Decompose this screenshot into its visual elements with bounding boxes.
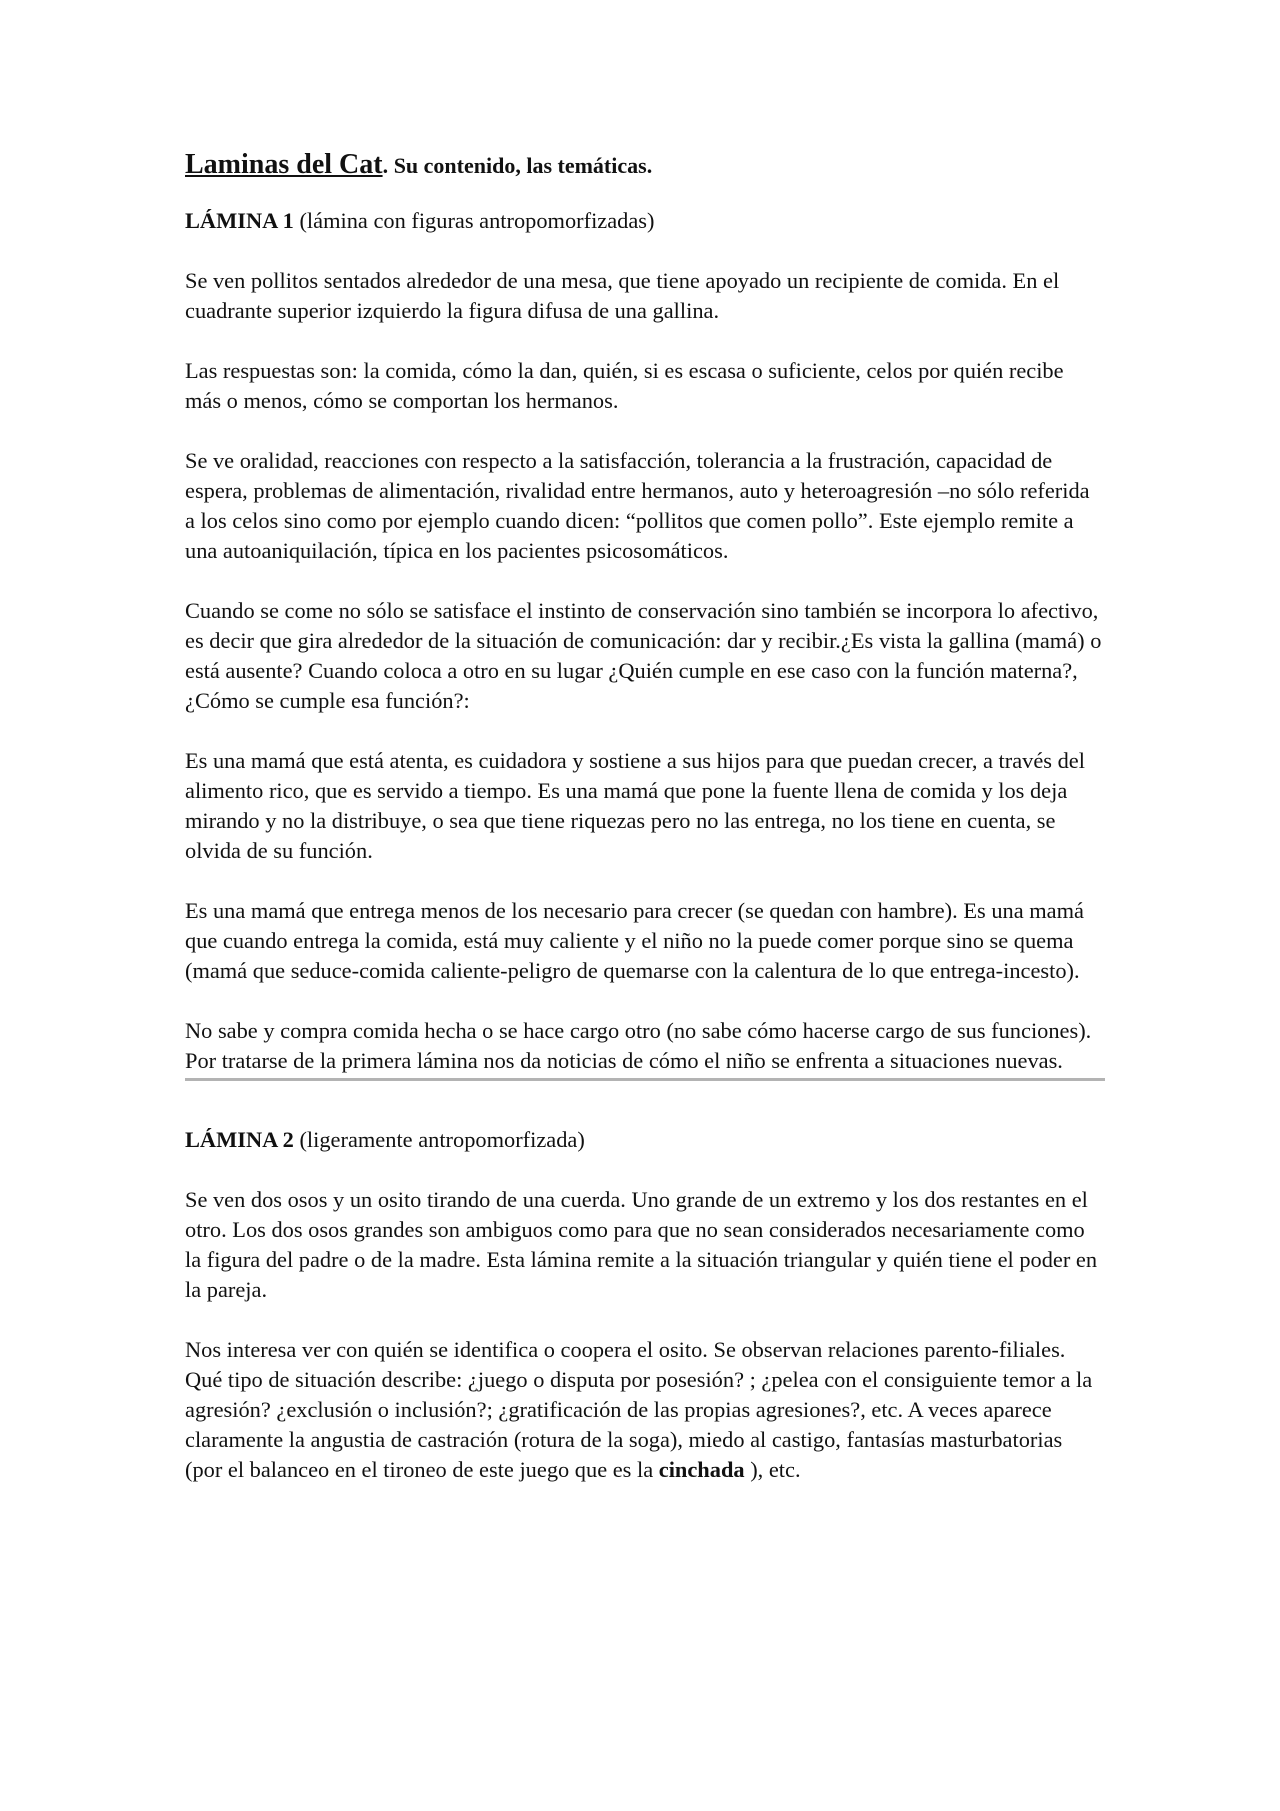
paragraph-text-end: ), etc. (750, 1457, 801, 1482)
heading-description: (lámina con figuras antropomorfizadas) (299, 208, 655, 233)
paragraph: Es una mamá que entrega menos de los necesario para crecer (se quedan con hambre). Es una mamá que cuando entrega la comida, está muy caliente y el niño no la puede comer porque sino se quema (mamá que seduce-comida caliente-peligro de quemarse con la calentura de lo que entrega-incesto). (185, 898, 1084, 983)
section-divider-wrap (185, 1076, 1105, 1081)
paragraph: Se ve oralidad, reacciones con respecto a la satisfacción, tolerancia a la frustración, capacidad de espera, problemas de alimentación, rivalidad entre hermanos, auto y heteroagresión –no sólo referida a los celos sino como por ejemplo cuando dicen: “pollitos que comen pollo”. Este ejemplo remite a una autoaniquilación, típica en los pacientes psicosomáticos. (185, 448, 1090, 563)
paragraph-bold-term: cinchada (658, 1457, 745, 1482)
heading-label: LÁMINA 1 (185, 208, 294, 233)
paragraph: Es una mamá que está atenta, es cuidadora y sostiene a sus hijos para que puedan crecer, a través del alimento rico, que es servido a tiempo. Es una mamá que pone la fuente llena de comida y los deja mirando y no la distribuye, o sea que tiene riquezas pero no las entrega, no los tiene en cuenta, se olvida de su función. (185, 748, 1085, 863)
title-main: Laminas del Cat (185, 149, 383, 180)
document-title (185, 150, 1105, 181)
title-dot: . (382, 153, 389, 178)
paragraph-text: Nos interesa ver con quién se identifica o coopera el osito. Se observan relaciones parento-filiales. Qué tipo de situación describe: ¿juego o disputa por posesión? ; ¿pelea con el consiguiente temor a la agresión? ¿exclusión o inclusión?; ¿gratificación de las propias agresiones?, etc. A veces aparece claramente la angustia de castración (rotura de la soga), miedo al castigo, fantasías masturbatorias (por el balanceo en el tironeo de este juego que es la (185, 1337, 1093, 1482)
paragraph: Se ven pollitos sentados alrededor de una mesa, que tiene apoyado un recipiente de comida. En el cuadrante superior izquierdo la figura difusa de una gallina. (185, 268, 1060, 323)
paragraph-final (185, 1335, 1105, 1485)
section-heading-lamina-1 (185, 206, 1105, 236)
heading-label: LÁMINA 2 (185, 1127, 294, 1152)
section-heading-lamina-2 (185, 1125, 1105, 1155)
paragraph: Se ven dos osos y un osito tirando de una cuerda. Uno grande de un extremo y los dos restantes en el otro. Los dos osos grandes son ambiguos como para que no sean considerados necesariamente como la figura del padre o de la madre. Esta lámina remite a la situación triangular y quién tiene el poder en la pareja. (185, 1187, 1098, 1302)
paragraph: Cuando se come no sólo se satisface el instinto de conservación sino también se incorpora lo afectivo, es decir que gira alrededor de la situación de comunicación: dar y recibir.¿Es vista la gallina (mamá) o está ausente? Cuando coloca a otro en su lugar ¿Quién cumple en ese caso con la función materna?, ¿Cómo se cumple esa función?: (185, 598, 1102, 713)
paragraph: No sabe y compra comida hecha o se hace cargo otro (no sabe cómo hacerse cargo de sus funciones). Por tratarse de la primera lámina nos da noticias de cómo el niño se enfrenta a situaciones nuevas. (185, 1018, 1092, 1073)
paragraph: Las respuestas son: la comida, cómo la dan, quién, si es escasa o suficiente, celos por quién recibe más o menos, cómo se comportan los hermanos. (185, 358, 1064, 413)
section-divider (185, 1078, 1105, 1081)
title-subtitle: Su contenido, las temáticas. (393, 153, 653, 178)
heading-description: (ligeramente antropomorfizada) (299, 1127, 585, 1152)
document-page (185, 150, 1105, 1515)
